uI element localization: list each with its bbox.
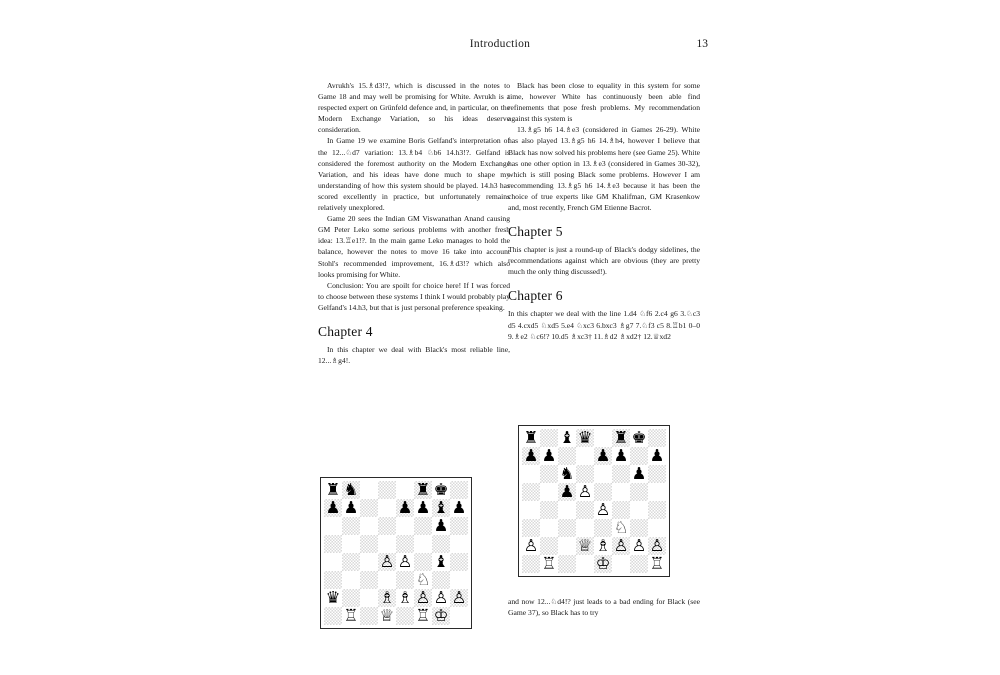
- chess-piece: ♟: [451, 498, 467, 517]
- chess-square: [360, 517, 378, 535]
- chess-square: [522, 501, 540, 519]
- chess-piece: ♗: [397, 588, 413, 607]
- chess-square: [396, 607, 414, 625]
- paragraph: Black has been close to equality in this system for some time, however White has continuously been able find refinements that pose fresh problems. My recommendation against this system is: [508, 81, 700, 124]
- chess-square: [378, 481, 396, 499]
- chess-piece: ♙: [631, 536, 647, 555]
- chess-square: [594, 447, 612, 465]
- chess-square: [324, 571, 342, 589]
- chess-piece: ♙: [649, 536, 665, 555]
- chess-piece: ♘: [613, 518, 629, 537]
- chess-square: [648, 555, 666, 573]
- chess-square: [612, 537, 630, 555]
- chess-piece: ♙: [415, 588, 431, 607]
- left-text-column: [318, 80, 510, 366]
- chess-square: [396, 517, 414, 535]
- diagram-left-container: [320, 477, 472, 629]
- chess-square: [630, 483, 648, 501]
- chess-piece: ♗: [379, 588, 395, 607]
- chess-square: [342, 499, 360, 517]
- chess-square: [378, 517, 396, 535]
- chess-piece: ♙: [397, 552, 413, 571]
- chess-square: [558, 501, 576, 519]
- chess-piece: ♛: [577, 428, 593, 447]
- chess-square: [360, 499, 378, 517]
- chess-board-left-grid: [324, 481, 468, 625]
- chess-piece: ♛: [325, 588, 341, 607]
- chess-piece: ♟: [541, 446, 557, 465]
- chess-square: [360, 481, 378, 499]
- chess-square: [342, 553, 360, 571]
- chess-square: [612, 429, 630, 447]
- chess-square: [558, 447, 576, 465]
- chess-square: [540, 501, 558, 519]
- chess-piece: ♙: [577, 482, 593, 501]
- chess-square: [540, 465, 558, 483]
- chess-square: [594, 519, 612, 537]
- chess-piece: ♟: [415, 498, 431, 517]
- chess-square: [360, 589, 378, 607]
- paragraph: Game 20 sees the Indian GM Viswanathan Anand causing GM Peter Leko some serious problems with another fresh idea: 13.♖e1!?. In the main game Leko manages to hold the balance, however the notes to move 16 take into account Stohl's recommended improvement, 16.♗d3!? which also looks promising for White.: [318, 214, 510, 279]
- chess-square: [414, 517, 432, 535]
- chess-square: [630, 537, 648, 555]
- chess-square: [594, 465, 612, 483]
- chess-square: [576, 447, 594, 465]
- chess-square: [396, 589, 414, 607]
- chess-square: [342, 571, 360, 589]
- chess-square: [432, 589, 450, 607]
- chess-square: [360, 571, 378, 589]
- chapter-5-intro: This chapter is just a round-up of Black's dodgy sidelines, the recommendations against which are obvious (they are pretty much the only thing discussed!).: [508, 245, 700, 277]
- chess-square: [450, 553, 468, 571]
- paragraph: Conclusion: You are spoilt for choice here! If I was forced to choose between these systems I think I would probably play Gelfand's 14.h3, but that is just personal preference speaking.: [318, 280, 510, 312]
- chess-square: [558, 483, 576, 501]
- chess-square: [576, 483, 594, 501]
- chess-square: [630, 447, 648, 465]
- chess-piece: ♕: [577, 536, 593, 555]
- chess-square: [324, 481, 342, 499]
- chess-square: [522, 519, 540, 537]
- diagram-right-caption: and now 12...♘d4!? just leads to a bad ending for Black (see Game 37), so Black has to try: [508, 597, 700, 618]
- chess-square: [612, 519, 630, 537]
- chess-piece: ♞: [559, 464, 575, 483]
- chess-piece: ♖: [415, 606, 431, 625]
- running-head-title: Introduction: [469, 38, 531, 50]
- chess-square: [432, 607, 450, 625]
- chess-piece: ♗: [595, 536, 611, 555]
- chess-square: [630, 429, 648, 447]
- chess-square: [414, 481, 432, 499]
- chess-square: [378, 535, 396, 553]
- chess-piece: ♙: [433, 588, 449, 607]
- chess-square: [558, 465, 576, 483]
- chess-square: [558, 519, 576, 537]
- chess-square: [576, 555, 594, 573]
- chess-square: [540, 483, 558, 501]
- chess-piece: ♝: [559, 428, 575, 447]
- chess-square: [378, 607, 396, 625]
- chess-square: [648, 465, 666, 483]
- chess-square: [342, 535, 360, 553]
- chess-square: [378, 499, 396, 517]
- chess-square: [540, 519, 558, 537]
- chess-square: [396, 499, 414, 517]
- chess-square: [432, 571, 450, 589]
- chess-square: [360, 553, 378, 571]
- chess-square: [396, 553, 414, 571]
- chapter-heading-6: Chapter 6: [508, 288, 563, 304]
- chess-square: [522, 447, 540, 465]
- chess-piece: ♔: [433, 606, 449, 625]
- chess-square: [630, 465, 648, 483]
- chess-square: [432, 535, 450, 553]
- right-text-column: [508, 80, 700, 342]
- chess-piece: ♝: [433, 552, 449, 571]
- chess-square: [450, 607, 468, 625]
- chess-square: [450, 589, 468, 607]
- chess-square: [324, 517, 342, 535]
- chess-square: [594, 555, 612, 573]
- chess-square: [630, 555, 648, 573]
- chess-square: [522, 555, 540, 573]
- chess-square: [630, 501, 648, 519]
- chess-square: [558, 537, 576, 555]
- chess-piece: ♙: [451, 588, 467, 607]
- diagram-right-container: [518, 425, 670, 577]
- chess-piece: ♕: [379, 606, 395, 625]
- chess-square: [324, 607, 342, 625]
- chess-square: [432, 553, 450, 571]
- chess-board-left: [320, 477, 472, 629]
- chess-square: [558, 429, 576, 447]
- chess-piece: ♟: [559, 482, 575, 501]
- chess-square: [396, 481, 414, 499]
- chess-square: [594, 483, 612, 501]
- chess-piece: ♟: [613, 446, 629, 465]
- chess-square: [612, 555, 630, 573]
- chess-piece: ♟: [595, 446, 611, 465]
- chess-square: [594, 429, 612, 447]
- chapter-heading-4: Chapter 4: [318, 323, 373, 339]
- chess-piece: ♔: [595, 554, 611, 573]
- chess-square: [576, 537, 594, 555]
- chess-square: [450, 517, 468, 535]
- chess-square: [342, 607, 360, 625]
- chess-piece: ♚: [631, 428, 647, 447]
- chess-square: [522, 537, 540, 555]
- chess-square: [540, 429, 558, 447]
- chess-square: [324, 553, 342, 571]
- chess-square: [522, 483, 540, 501]
- chess-piece: ♖: [541, 554, 557, 573]
- chess-square: [594, 501, 612, 519]
- chess-piece: ♖: [343, 606, 359, 625]
- chess-square: [594, 537, 612, 555]
- chess-square: [648, 429, 666, 447]
- chess-square: [360, 607, 378, 625]
- chess-square: [612, 465, 630, 483]
- chess-square: [324, 535, 342, 553]
- chess-square: [540, 555, 558, 573]
- chess-piece: ♟: [325, 498, 341, 517]
- chess-square: [414, 499, 432, 517]
- chess-square: [414, 535, 432, 553]
- chess-square: [576, 501, 594, 519]
- chess-square: [414, 589, 432, 607]
- chess-square: [612, 483, 630, 501]
- chess-square: [414, 553, 432, 571]
- chess-square: [540, 447, 558, 465]
- chess-piece: ♟: [523, 446, 539, 465]
- chess-piece: ♚: [433, 480, 449, 499]
- chess-piece: ♜: [613, 428, 629, 447]
- chess-square: [540, 537, 558, 555]
- chess-piece: ♟: [631, 464, 647, 483]
- chess-square: [414, 607, 432, 625]
- chess-square: [576, 519, 594, 537]
- chess-square: [324, 499, 342, 517]
- chess-square: [630, 519, 648, 537]
- chess-square: [396, 535, 414, 553]
- chess-square: [648, 519, 666, 537]
- chess-square: [432, 481, 450, 499]
- chess-square: [378, 589, 396, 607]
- chess-square: [450, 535, 468, 553]
- chess-square: [342, 589, 360, 607]
- chess-piece: ♝: [433, 498, 449, 517]
- chess-square: [576, 465, 594, 483]
- running-head: [300, 38, 708, 56]
- chess-piece: ♖: [649, 554, 665, 573]
- chess-piece: ♙: [595, 500, 611, 519]
- paragraph: Avrukh's 15.♗d3!?, which is discussed in the notes to Game 18 and may well be promising for White. Avrukh is a respected expert on Grünfeld defence and, in particular, on the Modern Exchange Variation, so his ideas deserve consideration.: [318, 81, 510, 135]
- chess-square: [414, 571, 432, 589]
- chess-square: [612, 501, 630, 519]
- chess-square: [450, 481, 468, 499]
- chess-piece: ♞: [343, 480, 359, 499]
- chess-piece: ♙: [613, 536, 629, 555]
- chess-square: [432, 499, 450, 517]
- paragraph: In Game 19 we examine Boris Gelfand's interpretation of the 12...♘d7 variation: 13.♗b4 ♘b6 14.h3!?. Gelfand is considered the foremost authority on the Modern Exchange Variation, and his ideas have done much to shape my understanding of how this system should be played. 14.h3 has scored excellently in practice, but unfortunately remains relatively unexplored.: [318, 136, 510, 213]
- chess-piece: ♜: [325, 480, 341, 499]
- chess-square: [648, 483, 666, 501]
- chess-square: [324, 589, 342, 607]
- chess-square: [432, 517, 450, 535]
- chapter-heading-5: Chapter 5: [508, 224, 563, 240]
- chess-square: [378, 571, 396, 589]
- chess-square: [342, 481, 360, 499]
- chess-piece: ♟: [397, 498, 413, 517]
- chess-board-right: [518, 425, 670, 577]
- chess-piece: ♜: [523, 428, 539, 447]
- chess-square: [396, 571, 414, 589]
- paragraph: 13.♗g5 h6 14.♗e3 (considered in Games 26-29). White has also played 13.♗g5 h6 14.♗h4, however I believe that Black has now solved his problems here (see Game 25). White has one other option in 13.♗e3 (considered in Games 30-32), which is still posing Black some problems. However I am recommending 13.♗g5 h6 14.♗e3 because it has been the choice of true experts like GM Khalifman, GM Krasenkow and, most recently, French GM Etienne Bacrot.: [508, 125, 700, 213]
- chess-piece: ♟: [649, 446, 665, 465]
- chess-square: [450, 499, 468, 517]
- chapter-6-intro: In this chapter we deal with the line 1.d4 ♘f6 2.c4 g6 3.♘c3 d5 4.cxd5 ♘xd5 5.e4 ♘xc3 6.bxc3 ♗g7 7.♘f3 c5 8.♖b1 0–0 9.♗e2 ♘c6!? 10.d5 ♗xc3† 11.♗d2 ♗xd2† 12.♕xd2: [508, 309, 700, 341]
- chess-piece: ♙: [379, 552, 395, 571]
- chess-square: [558, 555, 576, 573]
- chess-square: [576, 429, 594, 447]
- chess-square: [648, 537, 666, 555]
- chess-board-right-grid: [522, 429, 666, 573]
- page-number: 13: [696, 38, 708, 50]
- chess-square: [360, 535, 378, 553]
- chess-square: [612, 447, 630, 465]
- chess-piece: ♟: [433, 516, 449, 535]
- chess-square: [342, 517, 360, 535]
- chess-piece: ♜: [415, 480, 431, 499]
- chess-square: [522, 465, 540, 483]
- chess-square: [378, 553, 396, 571]
- chess-piece: ♘: [415, 570, 431, 589]
- chapter-4-intro: In this chapter we deal with Black's most reliable line, 12...♗g4!.: [318, 344, 510, 366]
- chess-piece: ♙: [523, 536, 539, 555]
- chess-square: [450, 571, 468, 589]
- chess-square: [522, 429, 540, 447]
- chess-square: [648, 447, 666, 465]
- chess-piece: ♟: [343, 498, 359, 517]
- chess-square: [648, 501, 666, 519]
